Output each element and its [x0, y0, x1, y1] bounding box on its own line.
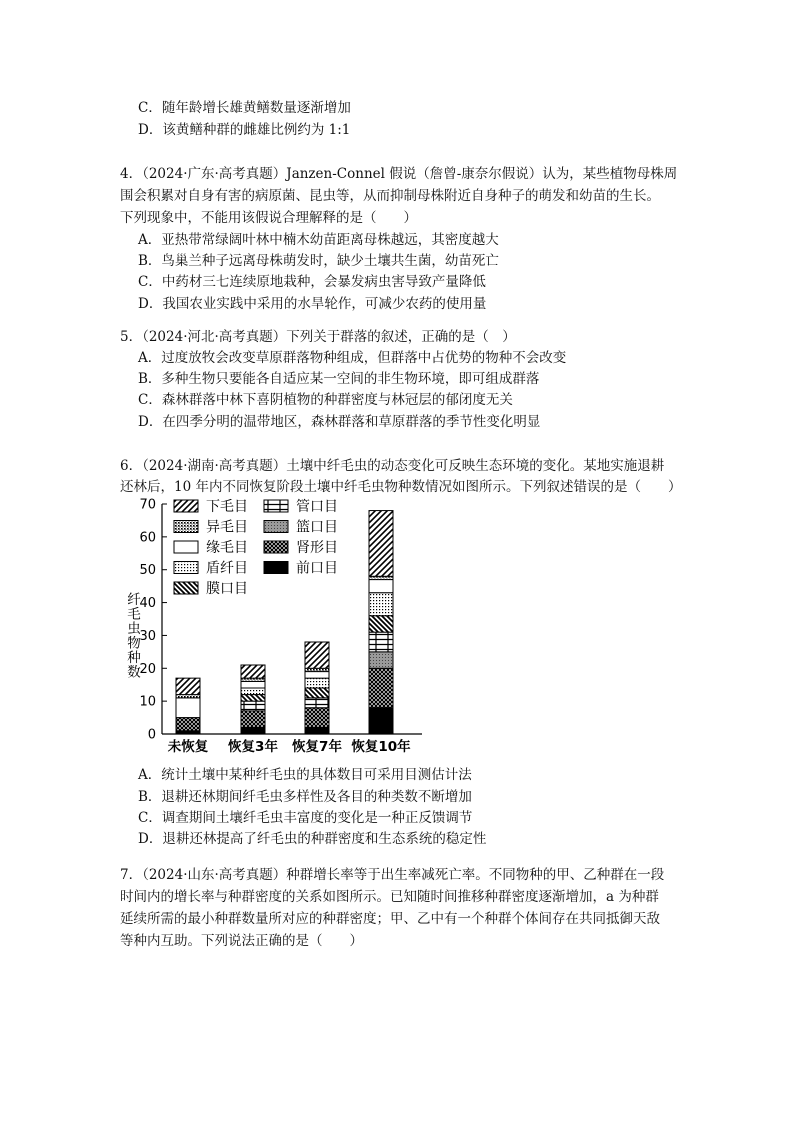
legend-swatch	[264, 541, 288, 553]
legend-label: 膜口目	[206, 581, 248, 597]
q6-stem-line: 6．（2024·湖南·高考真题）土壤中纤毛虫的动态变化可反映生态环境的变化。某地实施退耕	[120, 458, 665, 474]
q4-option: A．亚热带常绿阔叶林中楠木幼苗距离母株越远，其密度越大	[138, 232, 499, 248]
q4-stem-line: 下列现象中，不能用该假说合理解释的是（ ）	[120, 210, 417, 226]
bar-segment-管口目	[241, 701, 265, 711]
bar-segment-下毛目	[176, 678, 200, 694]
bar-segment-篮口目	[369, 652, 393, 668]
q3-option: D．该黄鳝种群的雌雄比例约为 1:1	[138, 122, 351, 138]
bar-segment-盾纤目	[305, 678, 329, 688]
q4-option: D．我国农业实践中采用的水旱轮作，可减少农药的使用量	[138, 296, 487, 312]
bar-segment-下毛目	[369, 511, 393, 577]
bar-segment-膜口目	[305, 688, 329, 698]
legend-label: 篮口目	[296, 519, 338, 536]
q7-stem-line: 延续所需的最小种群数量所对应的种群密度；甲、乙中有一个种群个体间存在共同抵御天敌	[120, 911, 660, 927]
legend-swatch	[174, 500, 198, 512]
legend-swatch	[174, 521, 198, 533]
q5-option: D．在四季分明的温带地区，森林群落和草原群落的季节性变化明显	[138, 414, 541, 430]
y-tick-label: 10	[139, 694, 156, 710]
y-tick-label: 50	[139, 563, 156, 579]
legend-swatch	[174, 541, 198, 553]
bar-segment-肾形目	[369, 668, 393, 707]
q7-stem-line: 时间内的增长率与种群密度的关系如图所示。已知随时间推移种群密度逐渐增加，a 为种群	[120, 889, 659, 905]
bar-segment-下毛目	[305, 642, 329, 668]
q4-option: B．鸟巢兰种子远离母株萌发时，缺少土壤共生菌，幼苗死亡	[138, 253, 499, 269]
bar-segment-盾纤目	[369, 593, 393, 616]
x-tick-label: 恢复7年	[292, 739, 342, 755]
q4-stem-line: 围会积累对自身有害的病原菌、昆虫等，从而抑制母株附近自身种子的萌发和幼苗的生长。	[120, 188, 660, 204]
bar-segment-管口目	[305, 698, 329, 708]
bar-segment-下毛目	[241, 665, 265, 678]
y-tick-label: 40	[139, 596, 156, 612]
q5-option: C．森林群落中林下喜阴植物的种群密度与林冠层的郁闭度无关	[138, 392, 513, 408]
bar-segment-膜口目	[369, 616, 393, 632]
legend-swatch	[264, 562, 288, 574]
q5-option: A．过度放牧会改变草原群落物种组成，但群落中占优势的物种不会改变	[138, 350, 567, 366]
y-tick-label: 70	[139, 497, 156, 513]
legend-swatch	[264, 500, 288, 512]
q6-option: D．退耕还林提高了纤毛虫的种群密度和生态系统的稳定性	[138, 831, 487, 847]
q5-stem-line: 5．（2024·河北·高考真题）下列关于群落的叙述，正确的是（ ）	[120, 329, 516, 345]
x-tick-label: 未恢复	[167, 739, 209, 755]
legend-label: 缘毛目	[206, 540, 248, 556]
y-tick-label: 0	[147, 727, 156, 743]
bar-segment-缘毛目	[369, 580, 393, 593]
q6-stem-line: 还林后，10 年内不同恢复阶段土壤中纤毛虫物种数情况如图所示。下列叙述错误的是（ ）	[120, 479, 682, 495]
bar-segment-管口目	[369, 632, 393, 652]
bar-segment-前口目	[305, 727, 329, 734]
ciliate-species-chart	[118, 492, 438, 762]
y-axis-label: 纤毛虫物种数	[124, 591, 140, 679]
bar-segment-膜口目	[241, 695, 265, 702]
q6-option: A．统计土壤中某种纤毛虫的具体数目可采用目测估计法	[138, 767, 472, 783]
legend-label: 下毛目	[206, 499, 248, 515]
q7-stem-line: 等种内互助。下列说法正确的是（ ）	[120, 933, 363, 949]
bar-segment-肾形目	[176, 718, 200, 731]
legend-label: 异毛目	[206, 519, 248, 536]
q6-option: B．退耕还林期间纤毛虫多样性及各目的种类数不断增加	[138, 789, 472, 805]
legend-label: 肾形目	[296, 540, 338, 556]
q3-option: C．随年龄增长雄黄鳝数量逐渐增加	[138, 100, 351, 116]
y-tick-label: 20	[139, 661, 156, 677]
q7-stem-line: 7．（2024·山东·高考真题）种群增长率等于出生率减死亡率。不同物种的甲、乙种群在一段	[120, 867, 665, 883]
legend-swatch	[174, 582, 198, 594]
x-tick-label: 恢复3年	[228, 739, 278, 755]
legend-swatch	[174, 562, 198, 574]
q4-option: C．中药材三七连续原地栽种，会暴发病虫害导致产量降低	[138, 274, 486, 290]
legend-label: 前口目	[296, 560, 338, 577]
bar-segment-肾形目	[241, 711, 265, 727]
x-tick-label: 恢复10年	[351, 739, 411, 755]
bar-segment-前口目	[241, 727, 265, 734]
bar-segment-肾形目	[305, 708, 329, 728]
legend-swatch	[264, 521, 288, 533]
bar-segment-缘毛目	[241, 681, 265, 688]
y-tick-label: 60	[139, 530, 156, 546]
bar-segment-缘毛目	[176, 698, 200, 718]
bar-segment-前口目	[369, 708, 393, 734]
bar-segment-盾纤目	[241, 688, 265, 695]
legend-label: 盾纤目	[206, 560, 248, 577]
bar-segment-缘毛目	[305, 672, 329, 679]
y-tick-label: 30	[139, 628, 156, 644]
q5-option: B．多种生物只要能各自适应某一空间的非生物环境，即可组成群落	[138, 371, 540, 387]
q6-option: C．调查期间土壤纤毛虫丰富度的变化是一种正反馈调节	[138, 810, 473, 826]
legend-label: 管口目	[296, 499, 338, 515]
q4-stem-line: 4．（2024·广东·高考真题）Janzen-Connel 假说（詹曾-康奈尔假说）认为，某些植物母株周	[120, 166, 678, 182]
